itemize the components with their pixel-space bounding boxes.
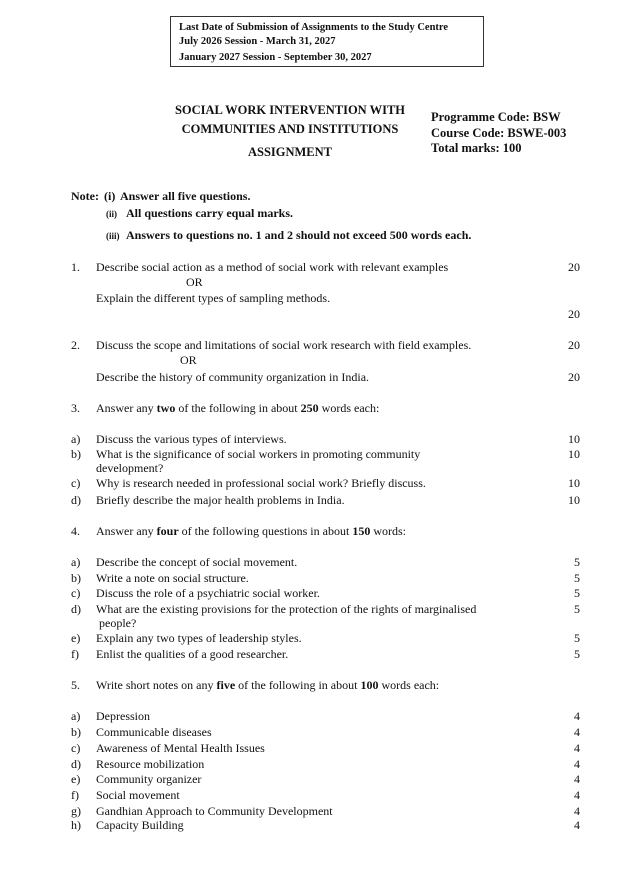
q2-mark-b: 20	[568, 370, 580, 384]
list-item-label: b)	[71, 571, 81, 585]
submission-deadline-box	[170, 16, 484, 67]
list-item-mark: 5	[574, 631, 580, 645]
list-item-mark: 5	[574, 555, 580, 569]
list-item-text: Describe the concept of social movement.	[96, 555, 298, 569]
assignment-heading: ASSIGNMENT	[247, 145, 333, 159]
list-item-mark: 10	[568, 493, 580, 507]
list-item-text: Communicable diseases	[96, 725, 212, 739]
list-item-text: Community organizer	[96, 772, 202, 786]
list-item-label: e)	[71, 772, 81, 786]
list-item-label: d)	[71, 493, 81, 507]
list-item-mark: 10	[568, 432, 580, 446]
list-item-text: Depression	[96, 709, 150, 723]
list-item-mark: 4	[574, 709, 580, 723]
list-item-text: What are the existing provisions for the protection of the rights of marginalised	[96, 602, 477, 616]
course-title-line1: SOCIAL WORK INTERVENTION WITH	[174, 103, 406, 117]
q3-number: 3.	[71, 401, 80, 415]
q1-or: OR	[186, 275, 203, 289]
note-iii-number: (iii)	[106, 231, 120, 241]
list-item-label: d)	[71, 757, 81, 771]
list-item-label: b)	[71, 447, 81, 461]
list-item-label: d)	[71, 602, 81, 616]
q3-intro: Answer any two of the following in about 250 words each:	[96, 401, 380, 415]
list-item-mark: 5	[574, 647, 580, 661]
list-item-text: Capacity Building	[96, 818, 184, 832]
q2-number: 2.	[71, 338, 80, 352]
list-item-text: Awareness of Mental Health Issues	[96, 741, 265, 755]
q5-intro: Write short notes on any five of the following in about 100 words each:	[96, 678, 440, 692]
list-item-label: f)	[71, 788, 79, 802]
list-item-label: f)	[71, 647, 79, 661]
course-title-line2: COMMUNITIES AND INSTITUTIONS	[181, 122, 399, 136]
list-item-mark: 4	[574, 741, 580, 755]
list-item-label: g)	[71, 804, 81, 818]
note-ii-number: (ii)	[106, 209, 117, 219]
note-ii-text: All questions carry equal marks.	[126, 206, 294, 220]
deadline-july-session: July 2026 Session - March 31, 2027	[179, 36, 336, 47]
list-item-label: c)	[71, 586, 81, 600]
note-i-text: Answer all five questions.	[120, 189, 251, 203]
list-item-mark: 5	[574, 571, 580, 585]
list-item-text: Write a note on social structure.	[96, 571, 249, 585]
list-item-label: a)	[71, 432, 81, 446]
list-item-mark: 4	[574, 757, 580, 771]
q2-text-a: Discuss the scope and limitations of social work research with field examples.	[96, 338, 472, 352]
q2-or: OR	[180, 353, 197, 367]
course-code: Course Code: BSWE-003	[431, 126, 567, 140]
list-item-mark: 5	[574, 602, 580, 616]
list-item-label: a)	[71, 555, 81, 569]
list-item-text: Resource mobilization	[96, 757, 205, 771]
list-item-label: h)	[71, 818, 81, 832]
q1-text-b: Explain the different types of sampling methods.	[96, 291, 331, 305]
q1-mark-a: 20	[568, 260, 580, 274]
list-item-mark: 4	[574, 788, 580, 802]
list-item-mark: 10	[568, 476, 580, 490]
list-item-text: What is the significance of social workers in promoting community	[96, 447, 421, 461]
note-iii-text: Answers to questions no. 1 and 2 should not exceed 500 words each.	[126, 228, 472, 242]
list-item-text: Discuss the role of a psychiatric social worker.	[96, 586, 320, 600]
list-item-text: Discuss the various types of interviews.	[96, 432, 287, 446]
list-item-text: Gandhian Approach to Community Development	[96, 804, 333, 818]
deadline-january-session: January 2027 Session - September 30, 2027	[179, 52, 372, 63]
list-item-mark: 10	[568, 447, 580, 461]
q2-mark-a: 20	[568, 338, 580, 352]
list-item-label: c)	[71, 741, 81, 755]
q4-number: 4.	[71, 524, 80, 538]
list-item-label: a)	[71, 709, 81, 723]
q4-intro: Answer any four of the following questions in about 150 words:	[96, 524, 406, 538]
list-item-text: Explain any two types of leadership styles.	[96, 631, 302, 645]
note-i-number: (i)	[104, 189, 116, 203]
list-item-text: Why is research needed in professional social work? Briefly discuss.	[96, 476, 426, 490]
list-item-label: c)	[71, 476, 81, 490]
list-item-label: b)	[71, 725, 81, 739]
list-item-text: Enlist the qualities of a good researcher.	[96, 647, 289, 661]
list-item-mark: 4	[574, 772, 580, 786]
list-item-text: Briefly describe the major health problems in India.	[96, 493, 345, 507]
total-marks: Total marks: 100	[431, 141, 522, 155]
q5-number: 5.	[71, 678, 80, 692]
list-item-mark: 4	[574, 804, 580, 818]
list-item-mark: 4	[574, 818, 580, 832]
list-item-mark: 4	[574, 725, 580, 739]
list-item-text-continued: development?	[96, 461, 164, 475]
q2-text-b: Describe the history of community organization in India.	[96, 370, 370, 384]
note-label: Note:	[71, 189, 99, 203]
q1-number: 1.	[71, 260, 80, 274]
q1-mark-b: 20	[568, 307, 580, 321]
list-item-label: e)	[71, 631, 81, 645]
list-item-text-continued: people?	[99, 616, 137, 630]
programme-code: Programme Code: BSW	[431, 110, 561, 124]
list-item-text: Social movement	[96, 788, 180, 802]
q1-text-a: Describe social action as a method of social work with relevant examples	[96, 260, 449, 274]
list-item-mark: 5	[574, 586, 580, 600]
deadline-heading: Last Date of Submission of Assignments to the Study Centre	[179, 22, 449, 33]
